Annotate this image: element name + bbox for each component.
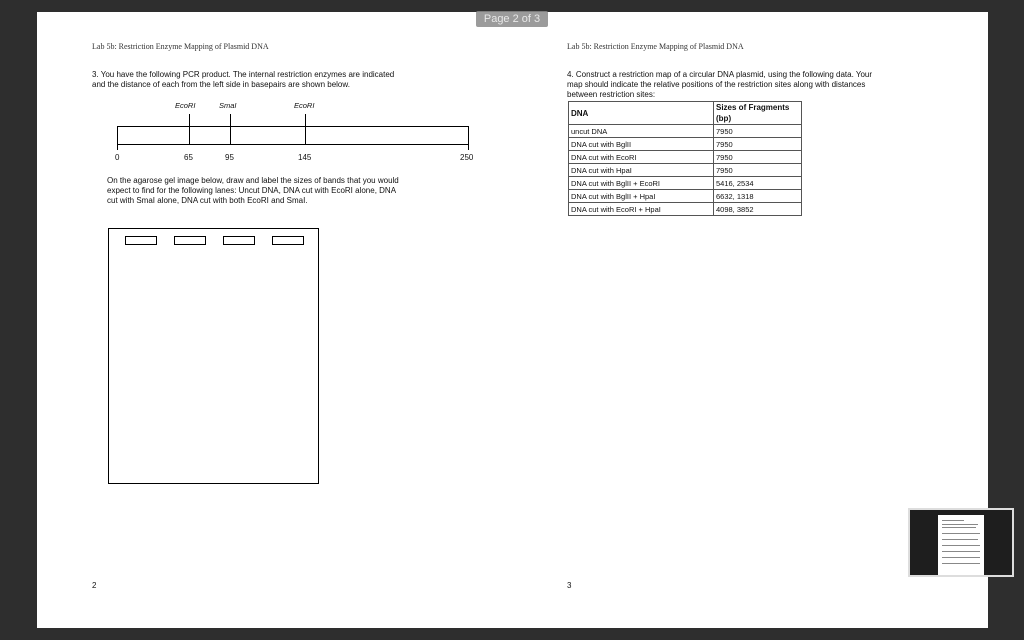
table-cell-dna: DNA cut with EcoRI (569, 151, 714, 164)
tick-mark-250 (468, 145, 469, 150)
tick-label-0: 0 (115, 153, 120, 162)
gel-instructions-line3: cut with SmaI alone, DNA cut with both EcoRI and SmaI. (107, 196, 308, 205)
pcr-product-bar (117, 126, 469, 145)
q3-text-line1: 3. You have the following PCR product. The internal restriction enzymes are indicated (92, 70, 395, 79)
gel-well-3 (223, 236, 255, 245)
q4-text-line3: between restriction sites: (567, 90, 656, 99)
gel-well-1 (125, 236, 157, 245)
table-row (569, 138, 802, 151)
tick-label-145: 145 (298, 153, 312, 162)
tick-label-95: 95 (225, 153, 234, 162)
table-cell-sizes: 7950 (714, 151, 802, 164)
left-page-header: Lab 5b: Restriction Enzyme Mapping of Plasmid DNA (92, 42, 269, 51)
tick-label-65: 65 (184, 153, 193, 162)
table-cell-dna: DNA cut with BglII (569, 138, 714, 151)
tick-mark-0 (117, 145, 118, 150)
table-row (569, 125, 802, 138)
gel-well-4 (272, 236, 304, 245)
table-row (569, 151, 802, 164)
table-row (569, 177, 802, 190)
gel-instructions-line1: On the agarose gel image below, draw and label the sizes of bands that you would (107, 176, 399, 185)
enzyme-label-smai: SmaI (219, 101, 237, 110)
gel-instructions-line2: expect to find for the following lanes: Uncut DNA, DNA cut with EcoRI alone, DNA (107, 186, 397, 195)
table-cell-sizes: 6632, 1318 (714, 190, 802, 203)
restriction-data-table (568, 101, 802, 216)
gel-well-2 (174, 236, 206, 245)
table-cell-dna: DNA cut with BglII + HpaI (569, 190, 714, 203)
q4-text-line1: 4. Construct a restriction map of a circular DNA plasmid, using the following data. Your (567, 70, 873, 79)
left-page-number: 2 (92, 581, 97, 590)
table-cell-dna: DNA cut with BglII + EcoRI (569, 177, 714, 190)
agarose-gel-box (108, 228, 319, 484)
table-cell-sizes: 7950 (714, 125, 802, 138)
table-header-sizes: Sizes of Fragments (bp) (714, 102, 802, 125)
thumbnail-page-preview[interactable] (938, 515, 984, 575)
table-header-dna: DNA (569, 102, 714, 125)
table-cell-sizes: 4098, 3852 (714, 203, 802, 216)
page-navigator-thumbnail[interactable] (908, 508, 1014, 577)
page-indicator-badge: Page 2 of 3 (476, 11, 548, 27)
table-row (569, 190, 802, 203)
enzyme-label-ecori-1: EcoRI (175, 101, 196, 110)
enzyme-label-ecori-2: EcoRI (294, 101, 315, 110)
tick-label-250: 250 (460, 153, 474, 162)
table-cell-dna: DNA cut with EcoRI + HpaI (569, 203, 714, 216)
q4-text-line2: map should indicate the relative positions of the restriction sites along with distances (567, 80, 866, 89)
right-page-header: Lab 5b: Restriction Enzyme Mapping of Plasmid DNA (567, 42, 744, 51)
table-cell-sizes: 7950 (714, 138, 802, 151)
table-row (569, 164, 802, 177)
q3-text-line2: and the distance of each from the left side in basepairs are shown below. (92, 80, 350, 89)
table-cell-sizes: 7950 (714, 164, 802, 177)
table-header-row (569, 102, 802, 125)
table-cell-dna: uncut DNA (569, 125, 714, 138)
table-cell-dna: DNA cut with HpaI (569, 164, 714, 177)
right-page-number: 3 (567, 581, 572, 590)
table-cell-sizes: 5416, 2534 (714, 177, 802, 190)
table-row (569, 203, 802, 216)
